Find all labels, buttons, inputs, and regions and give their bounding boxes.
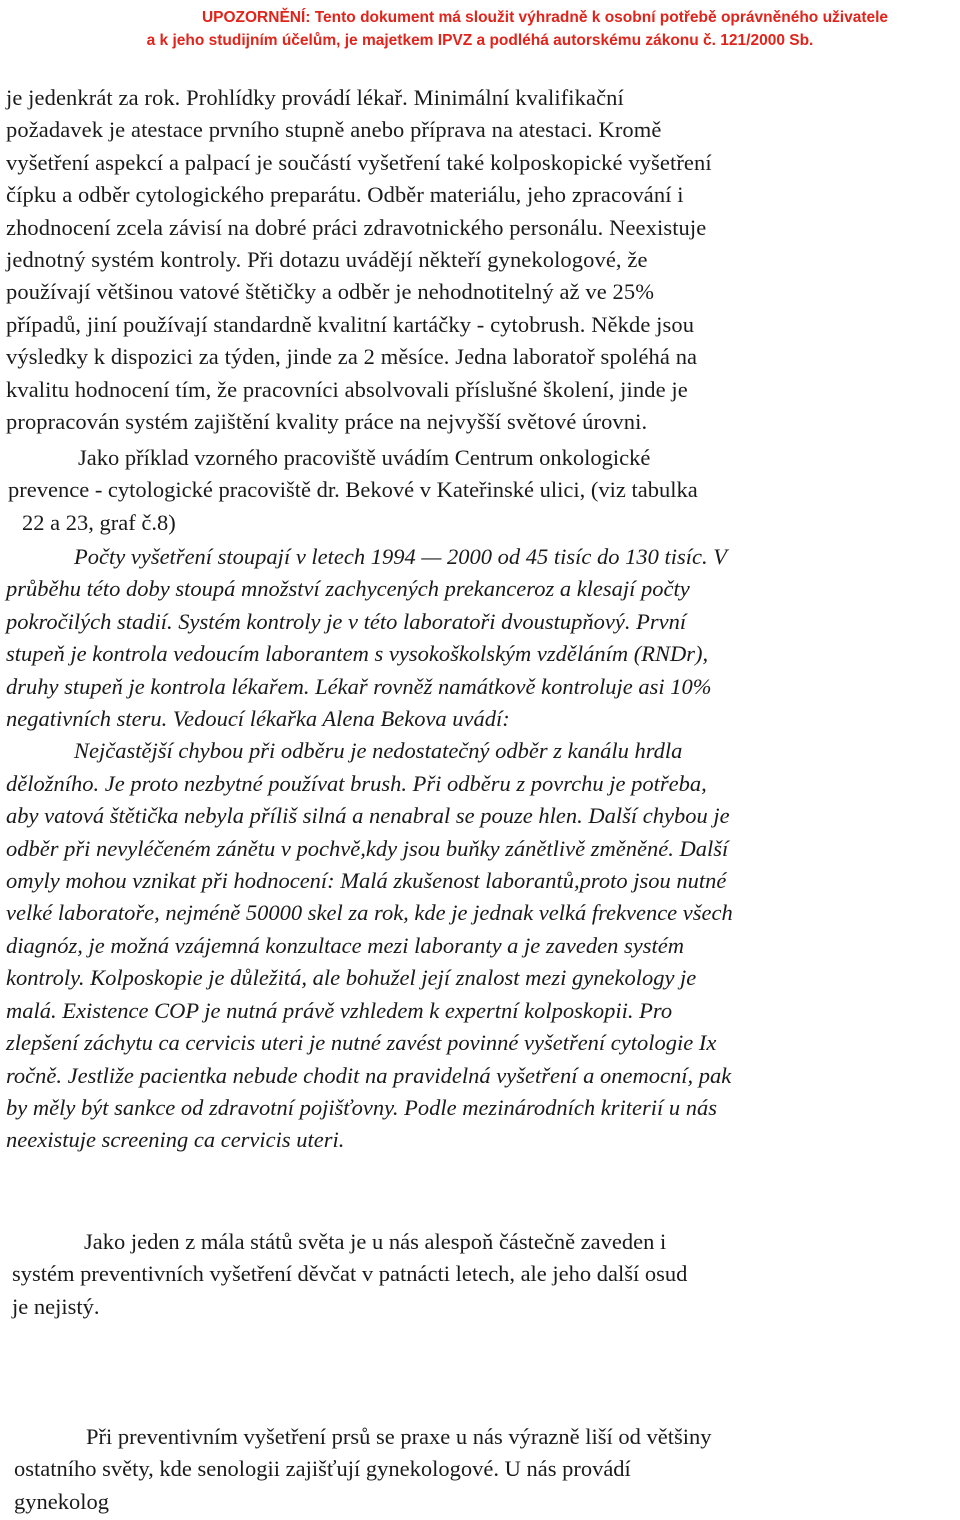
text-line: malá. Existence COP je nutná právě vzhledem k expertní kolposkopii. Pro (6, 997, 673, 1023)
text-line: omyly mohou vznikat při hodnocení: Malá zkušenost laborantů,proto jsou nutné (6, 868, 727, 894)
text-line: vyšetření aspekcí a palpací je součástí vyšetření také kolposkopické vyšetření (6, 149, 712, 175)
text-line: jednotný systém kontroly. Při dotazu uvádějí někteří gynekologové, že (6, 247, 648, 273)
paragraph-screening-practice (6, 82, 926, 438)
text-line-indented (14, 1421, 914, 1453)
text-line: neexistuje screening ca cervicis uteri. (6, 1127, 345, 1153)
text-line-indented (8, 442, 920, 474)
text-line: prevence - cytologické pracoviště dr. Bekové v Kateřinské ulici, (viz tabulka (8, 477, 698, 503)
text-line: kontroly. Kolposkopie je důležitá, ale bohužel její znalost mezi gynekology je (6, 965, 697, 991)
text-line: používají většinou vatové štětičky a odběr je nehodnotitelný až ve 25% (6, 279, 655, 305)
text-line: ročně. Jestliže pacientka nebude chodit na pravidelná vyšetření a onemocní, pak (6, 1062, 732, 1088)
text-line: případů, jiní používají standardně kvalitní kartáčky - cytobrush. Někde jsou (6, 311, 695, 337)
text-line-indented (12, 1226, 907, 1258)
text-line-indented (6, 541, 936, 573)
notice-line-1: UPOZORNĚNÍ: Tento dokument má sloužit výhradně k osobní potřebě oprávněného uživatele (201, 9, 889, 26)
text-line: aby vatová štětička nebyla příliš silná a nenabral se pouze hlen. Další chybou je (6, 803, 730, 829)
text-line: Jako jeden z mála států světa je u nás alespoň částečně zaveden i (84, 1229, 667, 1254)
text-line: výsledky k dispozici za týden, jinde za 2 měsíce. Jedna laboratoř spoléhá na (6, 344, 698, 370)
text-line: Počty vyšetření stoupají v letech 1994 — 2000 od 45 tisíc do 130 tisíc. V (74, 544, 728, 569)
text-line-indented (8, 507, 920, 539)
text-line: je nejistý. (12, 1293, 100, 1319)
paragraph-preventive-girls (12, 1226, 907, 1323)
text-line: odběr při nevyléčeném zánětu v pochvě,kdy jsou buňky zánětlivě změněné. Další (6, 835, 729, 861)
text-line: Nejčastější chybou při odběru je nedostatečný odběr z kanálu hrdla (74, 738, 683, 764)
text-line: 22 a 23, graf č.8) (22, 509, 176, 535)
paragraph-breast-screening (14, 1421, 914, 1518)
paragraph-italic-quote (6, 541, 936, 1157)
text-line: kvalitu hodnocení tím, že pracovníci absolvovali příslušné školení, jinde je (6, 376, 688, 402)
paragraph-example-centre (8, 442, 920, 539)
text-line: Při preventivním vyšetření prsů se praxe u nás výrazně liší od většiny (86, 1424, 712, 1449)
text-line: by měly být sankce od zdravotní pojišťovny. Podle mezinárodních kriterií u nás (6, 1094, 717, 1120)
text-line: druhy stupeň je kontrola lékařem. Lékař rovněž namátkově kontroluje asi 10% (6, 673, 712, 699)
text-line: je jedenkrát za rok. Prohlídky provádí lékař. Minimální kvalifikační (6, 85, 624, 110)
text-line-indented (6, 735, 936, 767)
text-line: požadavek je atestace prvního stupně anebo příprava na atestaci. Kromě (6, 117, 662, 143)
text-line: zlepšení záchytu ca cervicis uteri je nutné zavést povinné vyšetření cytologie Ix (6, 1030, 717, 1056)
text-line: zhodnocení zcela závisí na dobré práci zdravotnického personálu. Neexistuje (6, 214, 707, 240)
text-line: pokročilých stadií. Systém kontroly je v této laboratoři dvoustupňový. První (6, 608, 687, 634)
text-line: ostatního světy, kde senologii zajišťují gynekologové. U nás provádí (14, 1456, 631, 1482)
text-line: gynekolog (14, 1488, 109, 1514)
text-line: velké laboratoře, nejméně 50000 skel za rok, kde je jednak velká frekvence všech (6, 900, 733, 926)
text-line: čípku a odběr cytologického preparátu. Odběr materiálu, jeho zpracování i (6, 182, 684, 208)
text-line: průběhu této doby stoupá množství zachycených prekanceroz a klesají počty (6, 576, 690, 602)
text-line: diagnóz, je možná vzájemná konzultace mezi laboranty a je zaveden systém (6, 932, 684, 958)
text-line: Jako příklad vzorného pracoviště uvádím Centrum onkologické (78, 445, 651, 470)
text-line: děložního. Je proto nezbytné používat brush. Při odběru z povrchu je potřeba, (6, 770, 707, 796)
text-line: negativních steru. Vedoucí lékařka Alena Bekova uvádí: (6, 706, 510, 732)
text-line: propracován systém zajištění kvality práce na nejvyšší světové úrovni. (6, 409, 648, 435)
notice-line-2: a k jeho studijním účelům, je majetkem IPVZ a podléhá autorskému zákonu č. 121/2000 Sb. (146, 32, 814, 49)
text-line: systém preventivních vyšetření děvčat v patnácti letech, ale jeho další osud (12, 1261, 688, 1287)
text-line: stupeň je kontrola vedoucím laborantem s vysokoškolským vzděláním (RNDr), (6, 641, 709, 667)
copyright-notice (0, 6, 960, 52)
